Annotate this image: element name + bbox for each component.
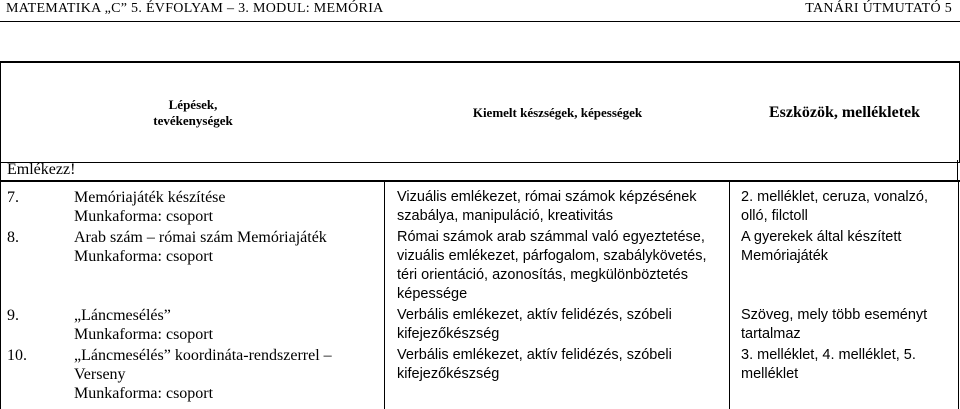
section-title: Emlékezz! — [0, 160, 958, 180]
column-header-tools: Eszközök, mellékletek — [768, 104, 921, 121]
tools-cell — [741, 346, 956, 384]
step-title: Memóriajáték készítése — [74, 189, 226, 206]
tools-line: Szöveg, mely több eseményt — [741, 307, 928, 323]
step-cell — [74, 228, 374, 266]
skills-cell — [397, 228, 727, 304]
skills-line: Verbális emlékezet, aktív felidézés, szóbeli — [397, 347, 672, 363]
tools-line: A gyerekek által készített — [741, 229, 902, 245]
tools-line: melléklet — [741, 366, 799, 382]
step-title: Arab szám – római szám Memóriajáték — [74, 229, 327, 246]
row-number: 7. — [7, 189, 19, 206]
step-cell — [74, 306, 374, 344]
tools-cell — [741, 188, 956, 226]
step-cell — [74, 188, 374, 226]
step-cell — [74, 346, 374, 403]
tools-line: Memóriajáték — [741, 248, 829, 264]
row-number: 10. — [7, 347, 27, 364]
step-workform: Munkaforma: csoport — [74, 385, 214, 402]
step-workform: Munkaforma: csoport — [74, 208, 214, 225]
skills-line: kifejezőkészség — [397, 366, 500, 382]
tools-line: 3. melléklet, 4. melléklet, 5. — [741, 347, 916, 363]
skills-line: Verbális emlékezet, aktív felidézés, szóbeli — [397, 307, 672, 323]
page-header-right: TANÁRI ÚTMUTATÓ 5 — [805, 1, 952, 16]
tools-line: 2. melléklet, ceruza, vonalzó, — [741, 189, 928, 205]
tools-line: tartalmaz — [741, 326, 801, 342]
step-title: „Láncmesélés” koordináta-rendszerrel – — [74, 347, 332, 364]
column-divider-1 — [384, 182, 385, 409]
skills-line: Római számok arab számmal való egyeztetése, — [397, 229, 705, 245]
step-workform: Munkaforma: csoport — [74, 248, 214, 265]
step-title-line2: Verseny — [74, 366, 126, 383]
column-header-steps — [1, 63, 385, 162]
row-number: 9. — [7, 307, 19, 324]
table-header — [0, 61, 960, 163]
section-rule — [0, 180, 960, 182]
page-header-title: MATEMATIKA „C” 5. ÉVFOLYAM – 3. MODUL: MEMÓRIA — [6, 1, 384, 16]
table-border-right — [958, 182, 959, 409]
skills-line: Vizuális emlékezet, római számok képzésének — [397, 189, 697, 205]
table-border-left — [0, 182, 1, 409]
column-header-steps-line2: tevékenységek — [153, 112, 233, 128]
tools-cell — [741, 306, 956, 344]
column-divider-2 — [729, 182, 730, 409]
tools-cell — [741, 228, 956, 266]
tools-line: olló, filctoll — [741, 208, 808, 224]
header-rule — [0, 21, 960, 22]
skills-line: képessége — [397, 286, 468, 302]
row-number: 8. — [7, 229, 19, 246]
step-title: „Láncmesélés” — [74, 307, 171, 324]
skills-line: vizuális emlékezet, párfogalom, szabálykövetés, — [397, 248, 707, 264]
column-header-steps-line1: Lépések, — [168, 96, 218, 112]
column-header-skills: Kiemelt készségek, képességek — [472, 104, 643, 120]
step-workform: Munkaforma: csoport — [74, 326, 214, 343]
skills-cell — [397, 306, 727, 344]
skills-cell — [397, 188, 727, 226]
skills-line: szabálya, manipuláció, kreativitás — [397, 208, 613, 224]
skills-line: kifejezőkészség — [397, 326, 500, 342]
skills-line: téri orientáció, azonosítás, megkülönböztetés — [397, 267, 688, 283]
skills-cell — [397, 346, 727, 384]
